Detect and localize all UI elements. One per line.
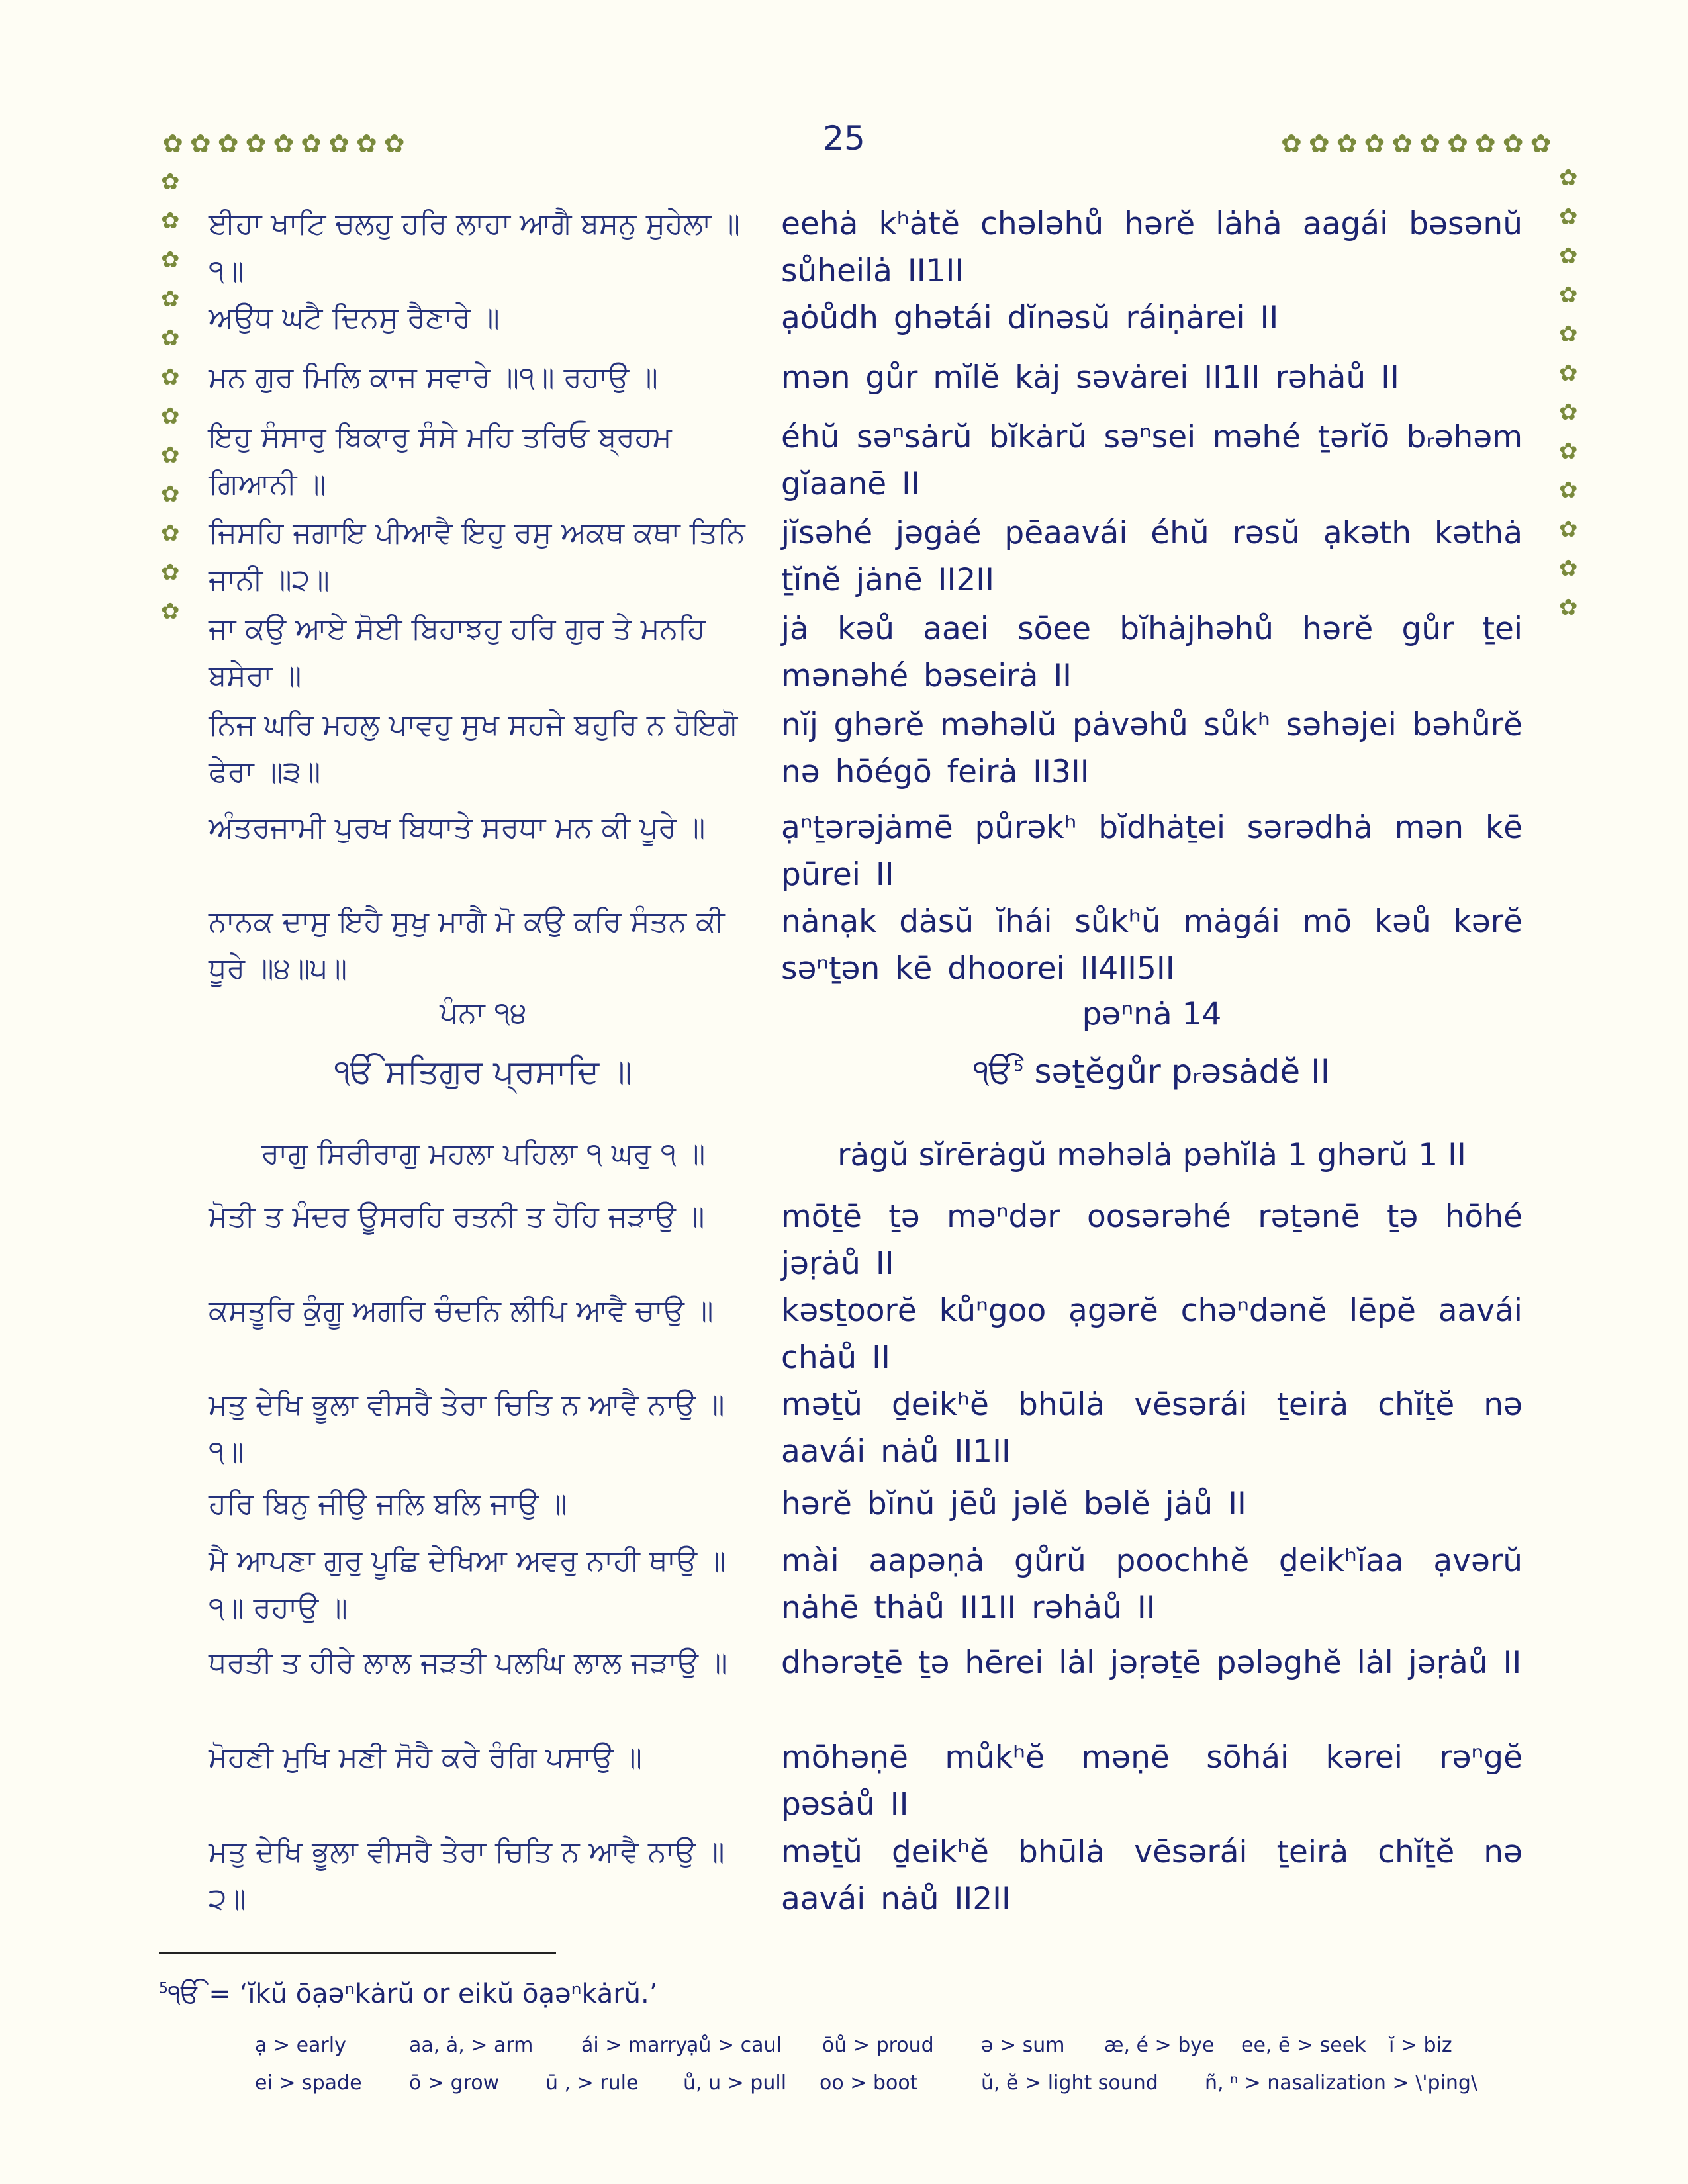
pronunciation-key-item: ů, u > pull — [683, 2071, 787, 2095]
flower-ornament-icon: ✿ — [1447, 129, 1468, 158]
transliteration-verse: mōṯē ṯə məⁿdər oosərəhé rəṯənē ṯə hōhé jəṛȧů II — [781, 1199, 1523, 1282]
gurmukhi-verse: ਮੋਤੀ ਤ ਮੰਦਰ ਊਸਰਹਿ ਰਤਨੀ ਤ ਹੋਹਿ ਜੜਾਉ ॥ — [209, 1200, 705, 1234]
gurmukhi-verse: ਈਹਾ ਖਾਟਿ ਚਲਹੁ ਹਰਿ ਲਾਹਾ ਆਗੈ ਬਸਨੁ ਸੁਹੇਲਾ ॥੧॥ — [209, 207, 741, 288]
pronunciation-key-item: ū , > rule — [545, 2071, 639, 2095]
flower-ornament-icon: ✿ — [1559, 477, 1578, 504]
footnote-text: = ‘ĭkŭ ōạəⁿkȧrŭ or eikŭ ōạəⁿkȧrŭ.’ — [209, 1979, 658, 2009]
flower-ornament-icon: ✿ — [273, 129, 295, 158]
flower-ornament-icon: ✿ — [161, 247, 180, 273]
flower-ornament-icon: ✿ — [161, 481, 180, 508]
gurmukhi-verse: ਨਿਜ ਘਰਿ ਮਹਲੁ ਪਾਵਹੁ ਸੁਖ ਸਹਜੇ ਬਹੁਰਿ ਨ ਹੋਇਗੋ ਫੇਰਾ ॥੩॥ — [209, 708, 738, 789]
pronunciation-key-item: aa, ȧ, > arm — [409, 2034, 534, 2057]
flower-ornament-icon: ✿ — [189, 129, 211, 158]
transliteration-verse: mài aapəṇȧ gůrŭ poochhĕ ḏeikʰĭaa ạvərŭ nȧhē thȧů II1II rəhȧů II — [781, 1543, 1523, 1626]
pronunciation-key-item: oo > boot — [820, 2071, 918, 2095]
flower-ornament-icon: ✿ — [1474, 129, 1496, 158]
mangal-transliteration-text: səṯĕgůr pᵣəsȧdĕ II — [1034, 1052, 1331, 1091]
flower-ornament-icon: ✿ — [245, 129, 267, 158]
gurmukhi-verse: ਮਤੁ ਦੇਖਿ ਭੂਲਾ ਵੀਸਰੈ ਤੇਰਾ ਚਿਤਿ ਨ ਆਵੈ ਨਾਉ ॥੧॥ — [209, 1388, 725, 1469]
transliteration-verse: nĭj ghərĕ məhəlŭ pȧvəhů sůkʰ səhəjei bəhůrĕ nə hōégō feirȧ II3II — [781, 707, 1523, 790]
flower-ornament-icon: ✿ — [161, 598, 180, 625]
footnote-number: 5 — [159, 1980, 168, 1997]
flower-ornament-icon: ✿ — [1559, 399, 1578, 426]
transliteration-verse: kəsṯoorĕ kůⁿgoo ạgərĕ chəⁿdənĕ lēpĕ aavái chȧů II — [781, 1293, 1523, 1376]
flower-ornament-icon: ✿ — [161, 520, 180, 547]
gurmukhi-verse: ਮੋਹਣੀ ਮੁਖਿ ਮਣੀ ਸੋਹੈ ਕਰੇ ਰੰਗਿ ਪਸਾਉ ॥ — [209, 1741, 643, 1774]
footnote-divider — [159, 1952, 556, 1954]
flower-ornament-icon: ✿ — [161, 169, 180, 195]
flower-ornament-icon: ✿ — [1391, 129, 1413, 158]
transliteration-verse: hərĕ bĭnŭ jēů jəlĕ bəlĕ jȧů II — [781, 1486, 1246, 1522]
flower-ornament-icon: ✿ — [1559, 555, 1578, 582]
mangal-gurmukhi: ੴ ਸਤਿਗੁਰ ਪ੍ਰਸਾਦਿ ॥ — [334, 1052, 632, 1091]
flower-ornament-icon: ✿ — [328, 129, 350, 158]
raag-heading-gurmukhi: ਰਾਗੁ ਸਿਰੀਰਾਗੁ ਮਹਲਾ ਪਹਿਲਾ ੧ ਘਰੁ ੧ ॥ — [261, 1137, 706, 1171]
footnote-marker: 5 — [1013, 1056, 1024, 1075]
flower-ornament-icon: ✿ — [1281, 129, 1302, 158]
flower-ornament-icon: ✿ — [1559, 516, 1578, 543]
pronunciation-key-item: ạů > caul — [686, 2034, 782, 2057]
flower-ornament-icon: ✿ — [161, 208, 180, 234]
gurmukhi-verse: ਮਨ ਗੁਰ ਮਿਲਿ ਕਾਜ ਸਵਾਰੇ ॥੧॥ ਰਹਾਉ ॥ — [209, 361, 658, 394]
pronunciation-key-item: ŭ, ĕ > light sound — [981, 2071, 1158, 2095]
transliteration-verse: éhŭ səⁿsȧrŭ bĭkȧrŭ səⁿsei məhé ṯərĭō bᵣəhəm gĭaanē II — [781, 419, 1523, 502]
gurmukhi-verse: ਹਰਿ ਬਿਨੁ ਜੀਉ ਜਲਿ ਬਲਿ ਜਾਉ ॥ — [209, 1487, 568, 1521]
ik-onkar-symbol: ੴ — [168, 1979, 201, 2009]
flower-ornament-icon: ✿ — [161, 364, 180, 390]
flower-ornament-icon: ✿ — [1502, 129, 1524, 158]
transliteration-verse: nȧnạk dȧsŭ ĭhái sůkʰŭ mȧgái mō kəů kərĕ səⁿṯən kē dhoorei II4II5II — [781, 903, 1523, 987]
flower-ornament-icon: ✿ — [1336, 129, 1358, 158]
flower-ornament-icon: ✿ — [1364, 129, 1385, 158]
footnote — [159, 1979, 657, 2009]
flower-ornament-icon: ✿ — [1559, 282, 1578, 308]
transliteration-verse: eehȧ kʰȧtĕ chələhů hərĕ lȧhȧ aagái bəsənŭ sůheilȧ II1II — [781, 206, 1523, 289]
transliteration-verse: ạȯůdh ghətái dĭnəsŭ ráiṇȧrei II — [781, 300, 1279, 336]
gurmukhi-verse: ਅਉਧ ਘਟੈ ਦਿਨਸੁ ਰੈਣਾਰੇ ॥ — [209, 301, 500, 335]
pronunciation-key-item: ō > grow — [409, 2071, 500, 2095]
flower-ornament-icon: ✿ — [161, 442, 180, 469]
pronunciation-key-item: ạ > early — [255, 2034, 346, 2057]
top-right-ornament-border — [1281, 131, 1551, 156]
gurmukhi-verse: ਜਾ ਕਉ ਆਏ ਸੋਈ ਬਿਹਾਝਹੁ ਹਰਿ ਗੁਰ ਤੇ ਮਨਹਿ ਬਸੇਰਾ ॥ — [209, 612, 706, 693]
pronunciation-key-item: ə > sum — [981, 2034, 1065, 2057]
flower-ornament-icon: ✿ — [1559, 438, 1578, 465]
flower-ornament-icon: ✿ — [1559, 204, 1578, 230]
flower-ornament-icon: ✿ — [162, 129, 183, 158]
gurmukhi-verse: ਕਸਤੂਰਿ ਕੁੰਗੂ ਅਗਰਿ ਚੰਦਨਿ ਲੀਪਿ ਆਵੈ ਚਾਉ ॥ — [209, 1294, 714, 1328]
flower-ornament-icon: ✿ — [1308, 129, 1330, 158]
top-left-ornament-border — [162, 131, 405, 156]
transliteration-verse: dhərəṯē ṯə hērei lȧl jəṛəṯē pələghĕ lȧl jəṛȧů II — [781, 1645, 1522, 1681]
flower-ornament-icon: ✿ — [383, 129, 405, 158]
pronunciation-key-item: æ, é > bye — [1104, 2034, 1215, 2057]
flower-ornament-icon: ✿ — [217, 129, 239, 158]
transliteration-verse: mən gůr mĭlĕ kȧj səvȧrei II1II rəhȧů II — [781, 359, 1399, 396]
flower-ornament-icon: ✿ — [1559, 243, 1578, 269]
pronunciation-key-item: ĭ > biz — [1389, 2034, 1452, 2057]
flower-ornament-icon: ✿ — [1559, 165, 1578, 191]
pronunciation-key-item: ee, ē > seek — [1241, 2034, 1366, 2057]
transliteration-verse: jĭsəhé jəgȧé pēaavái éhŭ rəsŭ ạkəth kəthȧ ṯĭnĕ jȧnē II2II — [781, 515, 1523, 598]
flower-ornament-icon: ✿ — [355, 129, 377, 158]
flower-ornament-icon: ✿ — [161, 559, 180, 586]
transliteration-verse: mōhəṇē můkʰĕ məṇē sōhái kərei rəⁿgĕ pəsȧů II — [781, 1739, 1523, 1823]
transliteration-verse: məṯŭ ḏeikʰĕ bhūlȧ vēsərái ṯeirȧ chĭṯĕ nə aavái nȧů II1II — [781, 1387, 1523, 1470]
left-ornament-border — [161, 171, 180, 623]
flower-ornament-icon: ✿ — [301, 129, 322, 158]
right-ornament-border — [1559, 167, 1578, 619]
raag-heading-transliteration: rȧgŭ sĭrērȧgŭ məhəlȧ pəhĭlȧ 1 ghərŭ 1 II — [837, 1137, 1466, 1173]
flower-ornament-icon: ✿ — [1419, 129, 1441, 158]
transliteration-verse: jȧ kəů aaei sōee bĭhȧjhəhů hərĕ gůr ṯei mənəhé bəseirȧ II — [781, 611, 1523, 694]
gurmukhi-verse: ਮਤੁ ਦੇਖਿ ਭੂਲਾ ਵੀਸਰੈ ਤੇਰਾ ਚਿਤਿ ਨ ਆਵੈ ਨਾਉ ॥੨॥ — [209, 1835, 725, 1916]
flower-ornament-icon: ✿ — [1559, 594, 1578, 621]
transliteration-verse: ạⁿṯərəjȧmē půrəkʰ bĭdhȧṯei sərədhȧ mən kē pūrei II — [781, 809, 1523, 893]
flower-ornament-icon: ✿ — [1559, 321, 1578, 347]
mangal-transliteration — [781, 1052, 1523, 1091]
pronunciation-key-item: ōů > proud — [822, 2034, 934, 2057]
panna-heading-transliteration: pəⁿnȧ 14 — [1082, 996, 1222, 1032]
pronunciation-key-item: ái > marry — [581, 2034, 688, 2057]
flower-ornament-icon: ✿ — [161, 286, 180, 312]
pronunciation-key-item: ei > spade — [255, 2071, 362, 2095]
flower-ornament-icon: ✿ — [161, 403, 180, 430]
gurmukhi-verse: ਜਿਸਹਿ ਜਗਾਇ ਪੀਆਵੈ ਇਹੁ ਰਸੁ ਅਕਥ ਕਥਾ ਤਿਨਿ ਜਾਨੀ ॥੨॥ — [209, 516, 745, 597]
gurmukhi-verse: ਮੈ ਆਪਣਾ ਗੁਰੁ ਪੂਛਿ ਦੇਖਿਆ ਅਵਰੁ ਨਾਹੀ ਥਾਉ ॥੧॥ ਰਹਾਉ ॥ — [209, 1544, 726, 1625]
page-number: 25 — [823, 119, 865, 158]
pronunciation-key-item: ñ, ⁿ > nasalization > \'ping\ — [1205, 2071, 1478, 2095]
gurmukhi-verse: ਅੰਤਰਜਾਮੀ ਪੁਰਖ ਬਿਧਾਤੇ ਸਰਧਾ ਮਨ ਕੀ ਪੂਰੇ ॥ — [209, 811, 706, 844]
gurmukhi-verse: ਧਰਤੀ ਤ ਹੀਰੇ ਲਾਲ ਜੜਤੀ ਪਲਘਿ ਲਾਲ ਜੜਾਉ ॥ — [209, 1646, 727, 1680]
flower-ornament-icon: ✿ — [161, 325, 180, 351]
gurmukhi-verse: ਇਹੁ ਸੰਸਾਰੁ ਬਿਕਾਰੁ ਸੰਸੇ ਮਹਿ ਤਰਿਓ ਬ੍ਰਹਮ ਗਿਆਨੀ ॥ — [209, 420, 672, 501]
transliteration-verse: məṯŭ ḏeikʰĕ bhūlȧ vēsərái ṯeirȧ chĭṯĕ nə aavái nȧů II2II — [781, 1834, 1523, 1917]
gurmukhi-verse: ਨਾਨਕ ਦਾਸੁ ਇਹੈ ਸੁਖੁ ਮਾਗੈ ਮੋ ਕਉ ਕਰਿ ਸੰਤਨ ਕੀ ਧੂਰੇ ॥੪॥੫॥ — [209, 905, 725, 985]
ik-onkar-symbol: ੴ — [973, 1052, 1014, 1091]
panna-heading-gurmukhi: ਪੰਨਾ ੧੪ — [440, 996, 527, 1030]
flower-ornament-icon: ✿ — [1559, 360, 1578, 387]
flower-ornament-icon: ✿ — [1530, 129, 1552, 158]
